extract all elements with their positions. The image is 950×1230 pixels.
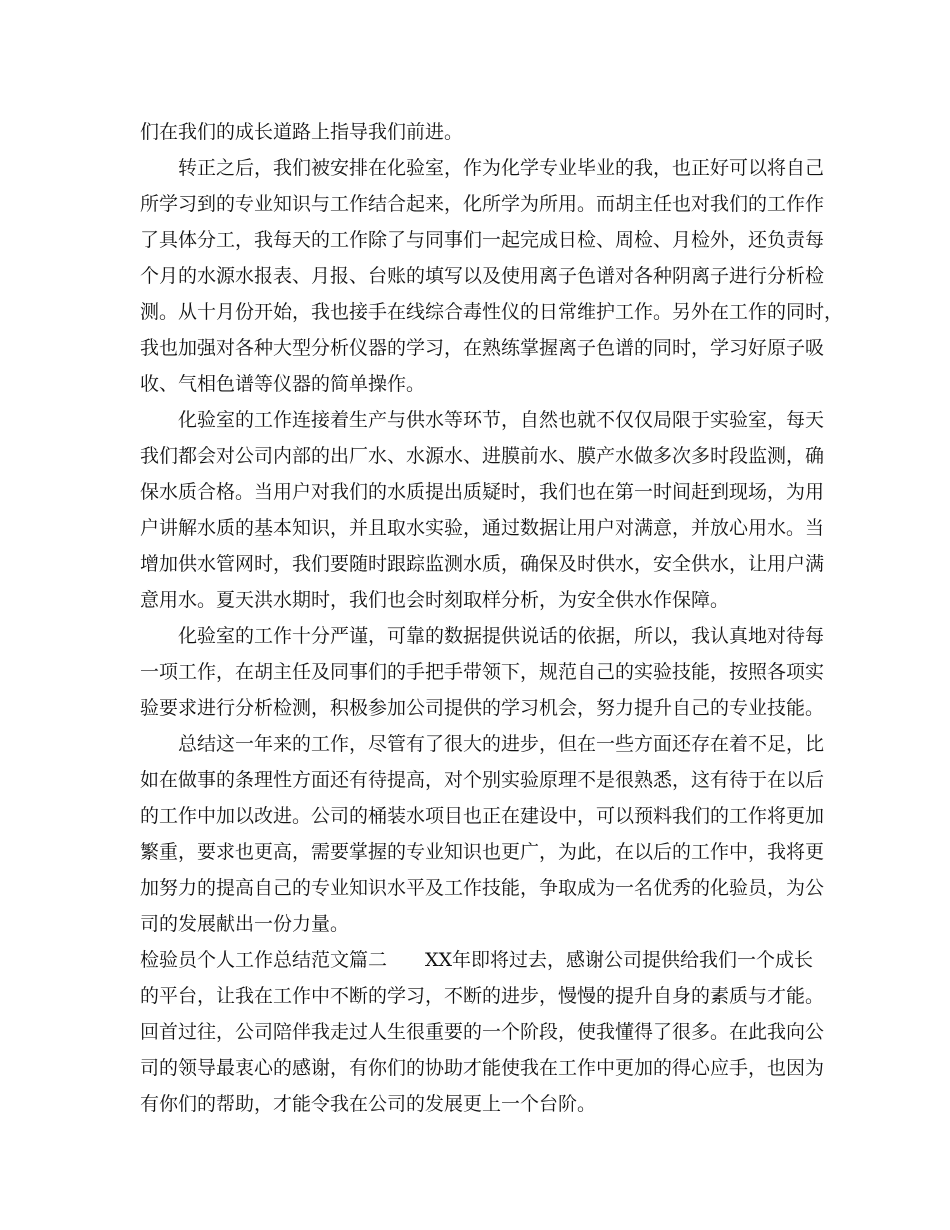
paragraph-first-line: 总结这一年来的工作，尽管有了很大的进步，但在一些方面还存在着不足，比 <box>178 733 825 755</box>
text-line: 意用水。夏天洪水期时，我们也会时刻取样分析，为安全供水作保障。 <box>140 589 730 611</box>
text-line: 个月的水源水报表、月报、台账的填写以及使用离子色谱对各种阴离子进行分析检 <box>140 265 825 287</box>
text-line: 司的领导最衷心的感谢，有你们的协助才能使我在工作中更加的得心应手，也因为 <box>140 1057 825 1079</box>
text-line: 的工作中加以改进。公司的桶装水项目也正在建设中，可以预料我们的工作将更加 <box>140 805 825 827</box>
text-line: 的平台，让我在工作中不断的学习，不断的进步，慢慢的提升自身的素质与才能。 <box>140 985 825 1007</box>
text-line: 收、气相色谱等仪器的简单操作。 <box>140 373 426 395</box>
text-line: 我们都会对公司内部的出厂水、水源水、进膜前水、膜产水做多次多时段监测，确 <box>140 445 825 467</box>
paragraph-first-line: 化验室的工作连接着生产与供水等环节，自然也就不仅仅局限于实验室，每天 <box>178 409 825 431</box>
text-line: 测。从十月份开始，我也接手在线综合毒性仪的日常维护工作。另外在工作的同时， <box>140 301 844 323</box>
text-line: 加努力的提高自己的专业知识水平及工作技能，争取成为一名优秀的化验员，为公 <box>140 877 825 899</box>
text-line: 户讲解水质的基本知识，并且取水实验，通过数据让用户对满意，并放心用水。当 <box>140 517 825 539</box>
text-line: 我也加强对各种大型分析仪器的学习，在熟练掌握离子色谱的同时，学习好原子吸 <box>140 337 825 359</box>
text-line: 如在做事的条理性方面还有待提高，对个别实验原理不是很熟悉，这有待于在以后 <box>140 769 825 791</box>
paragraph-first-line: 转正之后，我们被安排在化验室，作为化学专业毕业的我，也正好可以将自己 <box>178 157 825 179</box>
text-line: 增加供水管网时，我们要随时跟踪监测水质，确保及时供水，安全供水，让用户满 <box>140 553 825 575</box>
text-line: 有你们的帮助，才能令我在公司的发展更上一个台阶。 <box>140 1093 597 1115</box>
paragraph-first-line: 化验室的工作十分严谨，可靠的数据提供说话的依据，所以，我认真地对待每 <box>178 625 825 647</box>
text-line: 繁重，要求也更高，需要掌握的专业知识也更广，为此，在以后的工作中，我将更 <box>140 841 825 863</box>
text-line: 验要求进行分析检测，积极参加公司提供的学习机会，努力提升自己的专业技能。 <box>140 697 825 719</box>
text-line: 保水质合格。当用户对我们的水质提出质疑时，我们也在第一时间赶到现场，为用 <box>140 481 825 503</box>
text-line: 所学习到的专业知识与工作结合起来，化所学为所用。而胡主任也对我们的工作作 <box>140 193 825 215</box>
text-line: 回首过往，公司陪伴我走过人生很重要的一个阶段，使我懂得了很多。在此我向公 <box>140 1021 825 1043</box>
text-line: 们在我们的成长道路上指导我们前进。 <box>140 121 464 143</box>
section-heading-line: 检验员个人工作总结范文篇二 XX年即将过去，感谢公司提供给我们一个成长 <box>140 949 814 971</box>
text-line: 了具体分工，我每天的工作除了与同事们一起完成日检、周检、月检外，还负责每 <box>140 229 825 251</box>
text-line: 一项工作，在胡主任及同事们的手把手带领下，规范自己的实验技能，按照各项实 <box>140 661 825 683</box>
text-line: 司的发展献出一份力量。 <box>140 913 350 935</box>
